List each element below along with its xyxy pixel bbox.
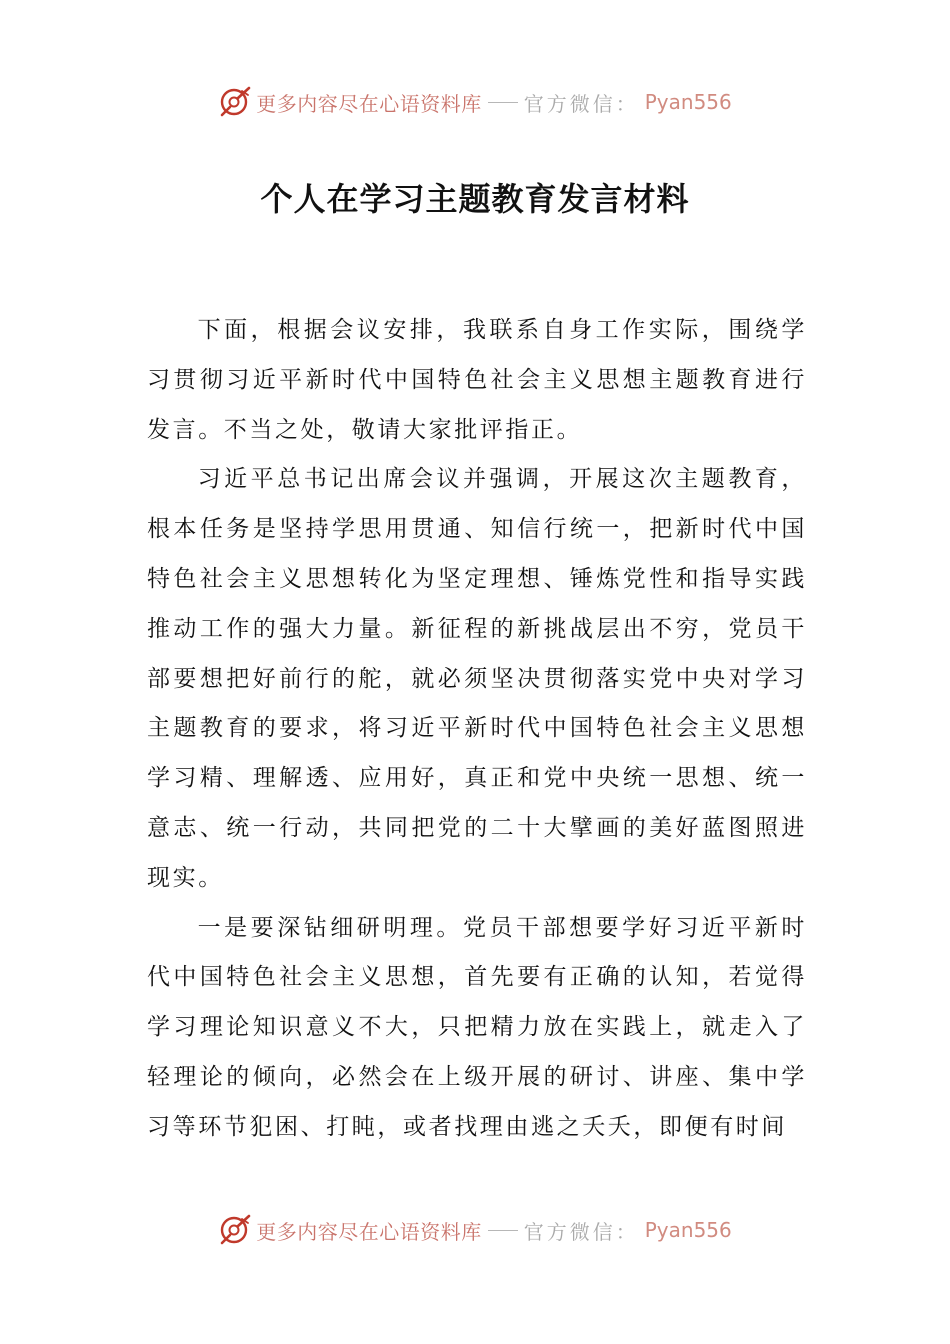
paragraph-2: 习近平总书记出席会议并强调，开展这次主题教育，根本任务是坚持学思用贯通、知信行统一，把新时代中国特色社会主义思想转化为坚定理想、锤炼党性和指导实践推动工作的强大力量。新征程的新挑战层出不穷，党员干部要想把好前行的舵，就必须坚决贯彻落实党中央对学习主题教育的要求，将习近平新时代中国特色社会主义思想学习精、理解透、应用好，真正和党中央统一思想、统一意志、统一行动，共同把党的二十大擘画的美好蓝图照进现实。 — [147, 466, 807, 891]
pen-logo-icon — [218, 85, 252, 119]
paragraph-3: 一是要深钻细研明理。党员干部想要学好习近平新时代中国特色社会主义思想，首先要有正确的认知，若觉得学习理论知识意义不大，只把精力放在实践上，就走入了轻理论的倾向，必然会在上级开展的研讨、讲座、集中学习等环节犯困、打盹，或者找理由逃之夭夭，即便有时间 — [147, 914, 807, 1140]
header-separator — [488, 102, 518, 103]
footer-banner — [0, 1210, 950, 1250]
header-site-text: 更多内容尽在心语资料库 — [256, 91, 482, 116]
header-contact-label: 官方微信： — [523, 91, 639, 116]
footer-site-text: 更多内容尽在心语资料库 — [256, 1219, 482, 1244]
footer-contact-id: Pyan556 — [644, 1218, 732, 1242]
footer-separator — [488, 1230, 518, 1231]
pen-logo-icon — [218, 1213, 252, 1247]
header-contact-id: Pyan556 — [644, 90, 732, 114]
document-body — [147, 306, 807, 1153]
document-title: 个人在学习主题教育发言材料 — [260, 180, 690, 218]
footer-contact-label: 官方微信： — [523, 1219, 639, 1244]
header-banner — [0, 82, 950, 122]
paragraph-1: 下面，根据会议安排，我联系自身工作实际，围绕学习贯彻习近平新时代中国特色社会主义思想主题教育进行发言。不当之处，敬请大家批评指正。 — [147, 317, 807, 443]
